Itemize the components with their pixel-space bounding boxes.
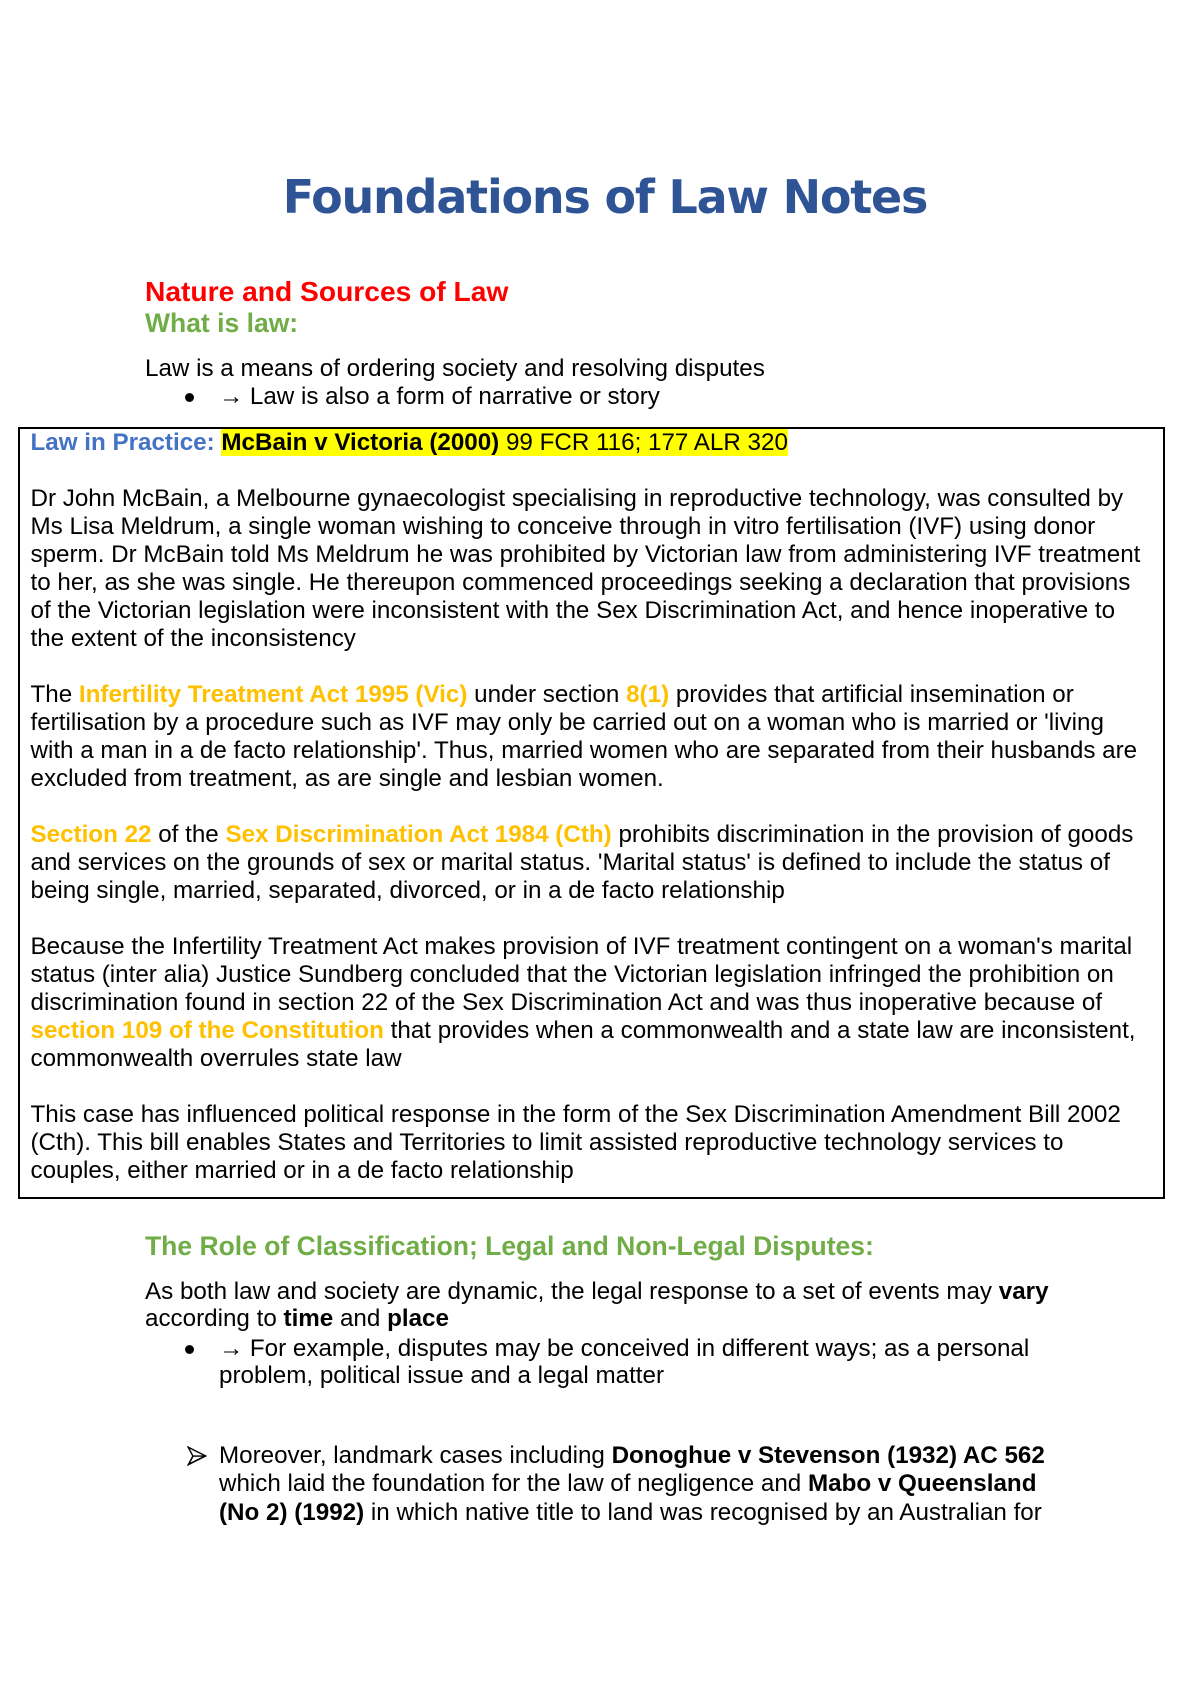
bullet-dot-icon [185, 393, 194, 402]
classification-text: As both law and society are dynamic, the legal response to a set of events may [145, 1277, 993, 1305]
state-law-rest: provides that artificial insemination or [675, 681, 1074, 708]
constitution-provision: section 109 of the Constitution [30, 1017, 384, 1044]
state-law-line: excluded from treatment, as are single and lesbian women. [30, 765, 664, 792]
sex-discrimination-act-name: Sex Discrimination Act 1984 (Cth) [225, 821, 612, 848]
intro-bullet-item [219, 383, 660, 411]
classification-lead: according to [145, 1305, 277, 1333]
case-donoghue-v-stevenson: Donoghue v Stevenson (1932) AC 562 [611, 1442, 1045, 1470]
state-law-paragraph [31, 681, 1154, 793]
law-in-practice-label: Law in Practice: [30, 429, 215, 456]
facts-line: Dr John McBain, a Melbourne gynaecologist specialising in reproductive technology, was consulted by [30, 485, 1124, 512]
political-response-line: couples, either married or in a de facto relationship [30, 1157, 574, 1184]
page-title: Foundations of Law Notes [282, 170, 928, 224]
state-law-section-number: 8(1) [626, 681, 670, 708]
decision-paragraph [31, 933, 1154, 1073]
decision-line: commonwealth overrules state law [30, 1045, 402, 1072]
bullet-dot-icon [185, 1345, 194, 1354]
facts-line: sperm. Dr McBain told Ms Meldrum he was prohibited by Victorian law from administering IVF treatment [30, 541, 1141, 568]
federal-law-connector: of the [158, 821, 219, 848]
section-heading-nature-sources: Nature and Sources of Law [145, 275, 509, 307]
case-mabo-v-queensland: Mabo v Queensland [807, 1470, 1037, 1498]
facts-line: of the Victorian legislation were inconsistent with the Sex Discrimination Act, and hence inoperative to [30, 597, 1116, 624]
decision-line: status (inter alia) Justice Sundberg concluded that the Victorian legislation infringed the prohibition on [30, 961, 1114, 988]
classification-bullet-line: problem, political issue and a legal matter [219, 1362, 665, 1390]
landmark-line [219, 1499, 1045, 1527]
landmark-text: Moreover, landmark cases including [219, 1442, 605, 1470]
facts-line: Ms Lisa Meldrum, a single woman wishing to conceive through in vitro fertilisation (IVF) using donor [30, 513, 1096, 540]
section-heading-classification: The Role of Classification; Legal and Non-Legal Disputes: [145, 1231, 874, 1261]
state-law-lead: The [30, 681, 73, 708]
decision-line: Because the Infertility Treatment Act makes provision of IVF treatment contingent on a woman's marital [30, 933, 1133, 960]
case-mabo-citation: (No 2) (1992) [219, 1498, 365, 1526]
federal-law-line: being single, married, separated, divorced, or in a de facto relationship [30, 877, 785, 904]
case-name: McBain v Victoria (2000) [221, 429, 500, 456]
federal-law-paragraph [31, 821, 1154, 905]
case-citation: 99 FCR 116; 177 ALR 320 [505, 429, 788, 456]
political-response-line: (Cth). This bill enables States and Territories to limit assisted reproductive technology services to [30, 1129, 1064, 1156]
facts-line: to her, as she was single. He thereupon commenced proceedings seeking a declaration that provisions [30, 569, 1131, 596]
facts-paragraph [31, 485, 1154, 653]
classification-bullet-line: → For example, disputes may be conceived in different ways; as a personal [219, 1334, 1030, 1362]
political-response-line: This case has influenced political response in the form of the Sex Discrimination Amendment Bill 2002 [30, 1101, 1121, 1128]
landmark-cases-item [219, 1442, 1045, 1527]
state-law-line: fertilisation by a procedure such as IVF may only be carried out on a woman who is married or 'living [30, 709, 1104, 736]
landmark-line [219, 1442, 1045, 1470]
classification-paragraph [145, 1278, 1049, 1333]
arrowhead-bullet-icon [187, 1446, 207, 1466]
constitution-line [31, 1017, 1154, 1045]
intro-paragraph [145, 355, 765, 383]
subheading-what-is-law: What is law: [145, 308, 299, 338]
emphasis-place: place [387, 1305, 449, 1333]
federal-law-section-number: Section 22 [30, 821, 152, 848]
landmark-text: in which native title to land was recognised by an Australian for [370, 1498, 1042, 1526]
classification-line [145, 1278, 1049, 1306]
emphasis-vary: vary [998, 1277, 1049, 1305]
state-law-line: with a man in a de facto relationship'. Thus, married women who are separated from their husbands are [30, 737, 1138, 764]
federal-law-rest: prohibits discrimination in the provision of goods [618, 821, 1134, 848]
case-citation-highlight [221, 429, 788, 456]
case-heading-line [31, 429, 1154, 457]
classification-connector: and [339, 1305, 381, 1333]
state-law-connector: under section [474, 681, 620, 708]
federal-law-line: and services on the grounds of sex or marital status. 'Marital status' is defined to include the status of [30, 849, 1110, 876]
federal-law-first-line [31, 821, 1154, 849]
case-heading [31, 429, 1154, 457]
landmark-line [219, 1470, 1045, 1498]
intro-bullet-text: → Law is also a form of narrative or story [219, 383, 660, 410]
state-law-first-line [31, 681, 1154, 709]
classification-line [145, 1305, 1049, 1333]
facts-line: the extent of the inconsistency [30, 625, 356, 652]
infertility-treatment-act-name: Infertility Treatment Act 1995 (Vic) [78, 681, 468, 708]
classification-bullet-item [219, 1335, 1029, 1390]
case-box [18, 427, 1165, 1199]
decision-line: discrimination found in section 22 of the Sex Discrimination Act and was thus inoperative because of [30, 989, 1103, 1016]
emphasis-time: time [283, 1305, 334, 1333]
intro-line: Law is a means of ordering society and resolving disputes [145, 354, 765, 382]
political-response-paragraph [31, 1101, 1154, 1185]
constitution-rest: that provides when a commonwealth and a state law are inconsistent, [390, 1017, 1136, 1044]
landmark-text: which laid the foundation for the law of negligence and [219, 1470, 802, 1498]
